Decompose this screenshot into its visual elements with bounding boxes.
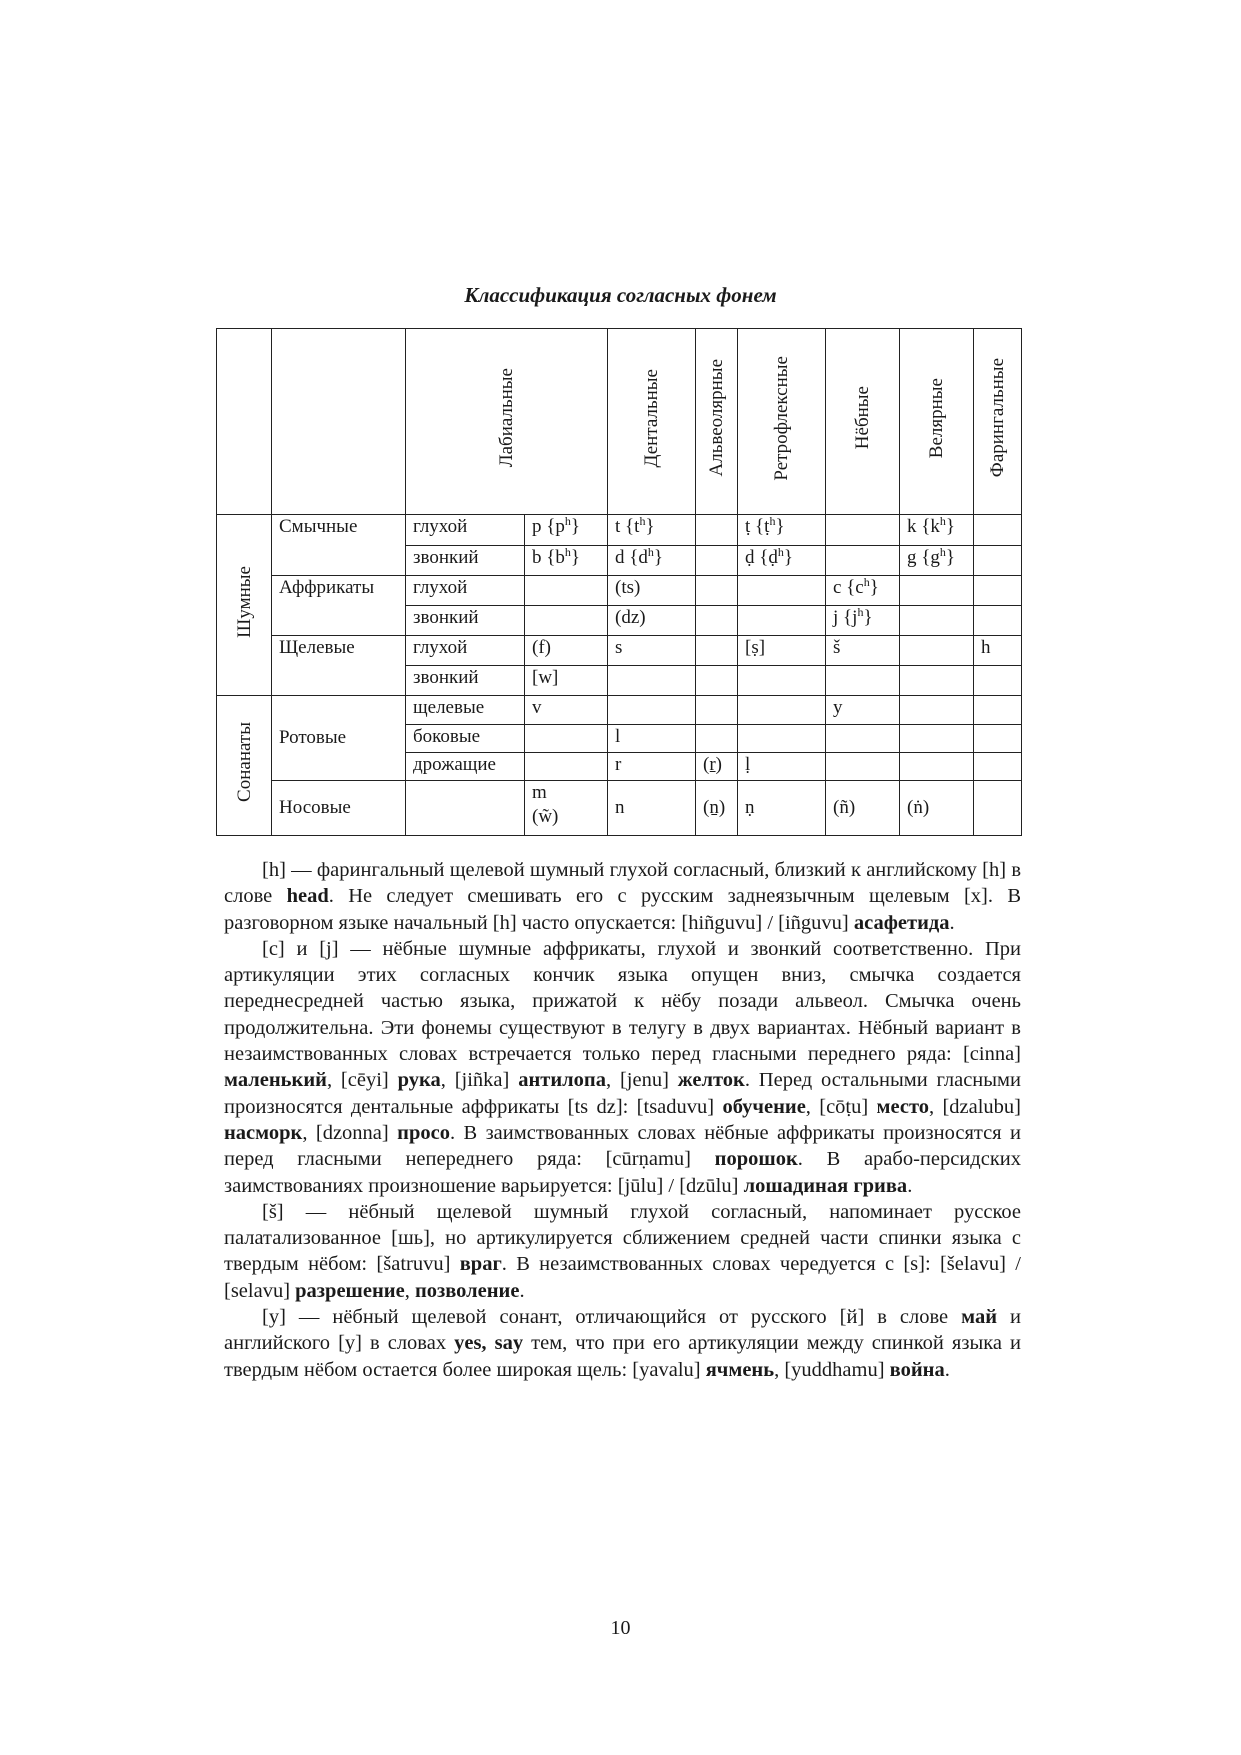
page-number: 10	[610, 1617, 631, 1639]
paragraph-text: [h] — фарингальный щелевой шумный глухой согласный, близкий к английскому [h] в слове	[224, 859, 1021, 908]
paragraph-text: , [dzalubu]	[929, 1095, 1021, 1118]
paragraph-text: . В заимствованных словах нёбные аффрикаты произносятся и перед гласными непереднего ряда: [cūrṇamu]	[224, 1121, 1021, 1171]
body-text	[224, 857, 1021, 1383]
term-translation: война	[889, 1358, 945, 1381]
table-row: Сонанаты Ротовые щелевые v y	[217, 696, 1022, 725]
paragraph	[224, 936, 1021, 1199]
table-row: Шумные Смычные глухой p $\{p^h\}$ t $\{t^h\}$ ṭ {ṭ$^h$} k $\{k^h\}$	[217, 515, 1022, 546]
paragraph-text: .	[907, 1174, 913, 1197]
consonant-table	[216, 328, 1022, 836]
paragraph-text: тем, что при его артикуляции между спинкой языка и твердым нёбом остается более широкая щель: [yavalu]	[224, 1332, 1021, 1381]
class-fricatives: Щелевые	[272, 636, 406, 696]
paragraph-text: , [jenu]	[605, 1069, 678, 1092]
term-translation: асафетида	[853, 911, 950, 934]
term-translation: обучение	[722, 1095, 806, 1118]
term-translation: позволение	[414, 1279, 520, 1302]
term-translation: рука	[397, 1069, 441, 1092]
table-row: Аффрикаты глухой (ts) c $\{c^h\}$	[217, 576, 1022, 606]
table-title: Классификация согласных фонем	[464, 283, 777, 307]
paragraph-text: . Перед остальными гласными произносятся дентальные аффрикаты [ts dz]: [tsaduvu]	[224, 1069, 1021, 1118]
term-translation: место	[876, 1095, 929, 1118]
term-translation: лошадиная грива	[743, 1174, 908, 1197]
term-translation: head	[286, 885, 329, 908]
header-palatal: Нёбные	[826, 329, 900, 515]
term-translation: порошок	[714, 1148, 798, 1171]
paragraph-text: . Не следует смешивать его с русским заднеязычным щелевым [x]. В разговорном языке начальный [h] часто опускается: [hiñguvu] / [iñguvu]	[224, 885, 1021, 934]
paragraph-text: ,	[404, 1279, 415, 1302]
paragraph	[224, 1199, 1021, 1304]
term-translation: насморк	[224, 1121, 303, 1144]
term-translation: yes, say	[454, 1332, 524, 1355]
paragraph-text: и английского [y] в словах	[224, 1306, 1021, 1355]
paragraph	[224, 1304, 1021, 1383]
paragraph-text: [y] — нёбный щелевой сонант, отличающийся от русского [й] в слове	[262, 1306, 962, 1329]
term-translation: май	[961, 1306, 998, 1329]
term-translation: желток	[677, 1069, 745, 1092]
term-translation: антилопа	[518, 1069, 606, 1092]
paragraph-text: .	[519, 1279, 525, 1302]
paragraph-text: , [cōṭu]	[805, 1095, 877, 1118]
header-pharyngeal: Фарингальные	[974, 329, 1022, 515]
table-row: дрожащие r (ṟ) ḷ	[217, 753, 1022, 781]
paragraph-text: , [jiñka]	[440, 1069, 519, 1092]
paragraph-text: . В арабо-персидских заимствованиях произношение варьируется: [jūlu] / [dzūlu]	[224, 1148, 1022, 1197]
term-translation: враг	[459, 1253, 502, 1276]
class-affricates: Аффрикаты	[272, 576, 406, 636]
header-labial: Лабиальные	[406, 329, 608, 515]
term-translation: разрешение	[295, 1279, 405, 1302]
header-velar: Велярные	[900, 329, 974, 515]
table-row: звонкий (dz) j $\{j^h\}$	[217, 606, 1022, 636]
header-retroflex: Ретрофлексные	[738, 329, 826, 515]
table-row: Щелевые глухой (f) s [ṣ] š h	[217, 636, 1022, 666]
table-row: боковые l	[217, 725, 1022, 753]
paragraph-text: [š] — нёбный щелевой шумный глухой согласный, напоминает русское палатализованное [шь], но артикулируется сближением средней части спинки языка с твердым нёбом: [šatruvu]	[224, 1200, 1021, 1276]
paragraph-text: [c] и [j] — нёбные шумные аффрикаты, глухой и звонкий соответственно. При артикуляции этих согласных кончик языка опущен вниз, смычка создается переднесредней частью языка, прижатой к нёбу позади альвеол. Смычка очень продолжительна. Эти фонемы существуют в телугу в двух вариантах. Нёбный вариант в незаимствованных словах встречается только перед гласными переднего ряда: [cinna]	[224, 937, 1021, 1066]
table-row: звонкий b $\{b^h\}$ d $\{d^h\}$ ḍ {ḍ$^h$} g $\{g^h\}$	[217, 546, 1022, 576]
paragraph-text: .	[949, 911, 955, 934]
table-row: звонкий [w]	[217, 666, 1022, 696]
paragraph-text: , [cēyi]	[326, 1069, 398, 1092]
header-dental: Дентальные	[608, 329, 696, 515]
paragraph-text: , [dzonna]	[302, 1121, 398, 1144]
paragraph-text: , [yuddhamu]	[774, 1358, 890, 1381]
header-alveolar: Альвеолярные	[696, 329, 738, 515]
group-noisy: Шумные	[217, 515, 272, 696]
group-sonorants: Сонанаты	[217, 696, 272, 836]
header-row	[217, 329, 1022, 515]
table-row: Носовые m (w̃) n (ṉ) ṇ (ñ) (ṅ)	[217, 781, 1022, 836]
class-oral: Ротовые	[272, 696, 406, 781]
class-nasal: Носовые	[272, 781, 406, 836]
paragraph-text: .	[944, 1358, 950, 1381]
paragraph-text: . В незаимствованных словах чередуется с [s]: [šelavu] / [selavu]	[224, 1253, 1022, 1302]
paragraph	[224, 857, 1021, 936]
term-translation: просо	[397, 1121, 450, 1144]
term-translation: ячмень	[705, 1358, 775, 1381]
class-stops: Смычные	[272, 515, 406, 576]
term-translation: маленький	[224, 1069, 327, 1092]
